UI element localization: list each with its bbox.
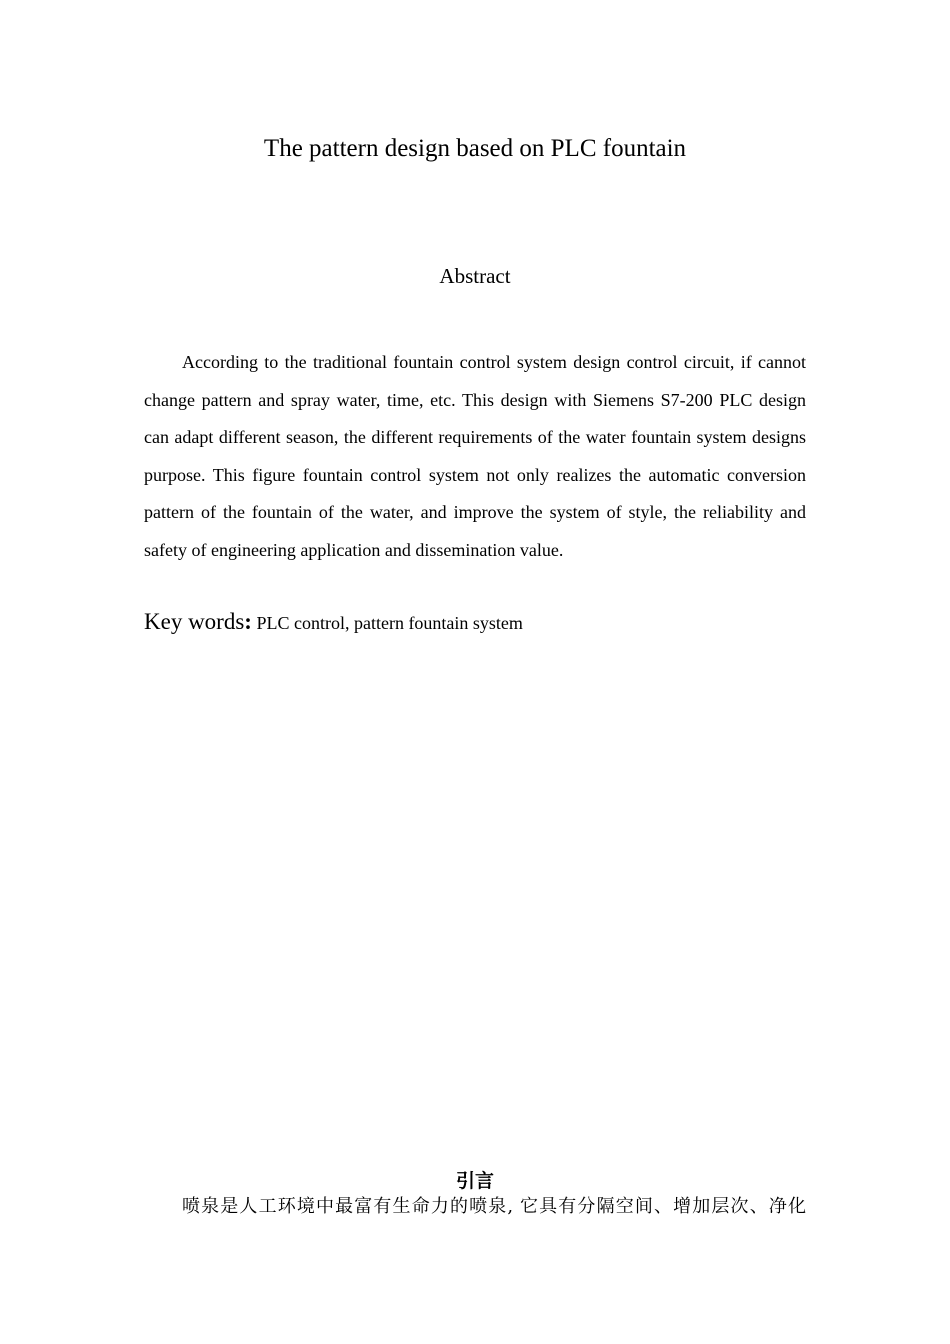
introduction-heading: 引言 bbox=[455, 1170, 494, 1192]
abstract-heading: Abstract bbox=[439, 264, 511, 288]
keywords-line bbox=[144, 604, 806, 641]
abstract-body: According to the traditional fountain control system design control circuit, if cannot change pattern and spray water, time, etc. This design with Siemens S7-200 PLC design can adapt different season, the different requirements of the water fountain system designs purpose. This figure fountain control system not only realizes the automatic conversion pattern of the fountain of the water, and improve the system of style, the reliability and safety of engineering application and dissemination value. bbox=[144, 352, 806, 560]
keywords-colon: : bbox=[244, 609, 252, 634]
document-title: The pattern design based on PLC fountain bbox=[263, 135, 687, 162]
introduction-body: 喷泉是人工环境中最富有生命力的喷泉, 它具有分隔空间、增加层次、净化 bbox=[182, 1196, 806, 1217]
keywords-value: PLC control, pattern fountain system bbox=[251, 613, 523, 633]
keywords-label: Key words bbox=[144, 609, 245, 634]
